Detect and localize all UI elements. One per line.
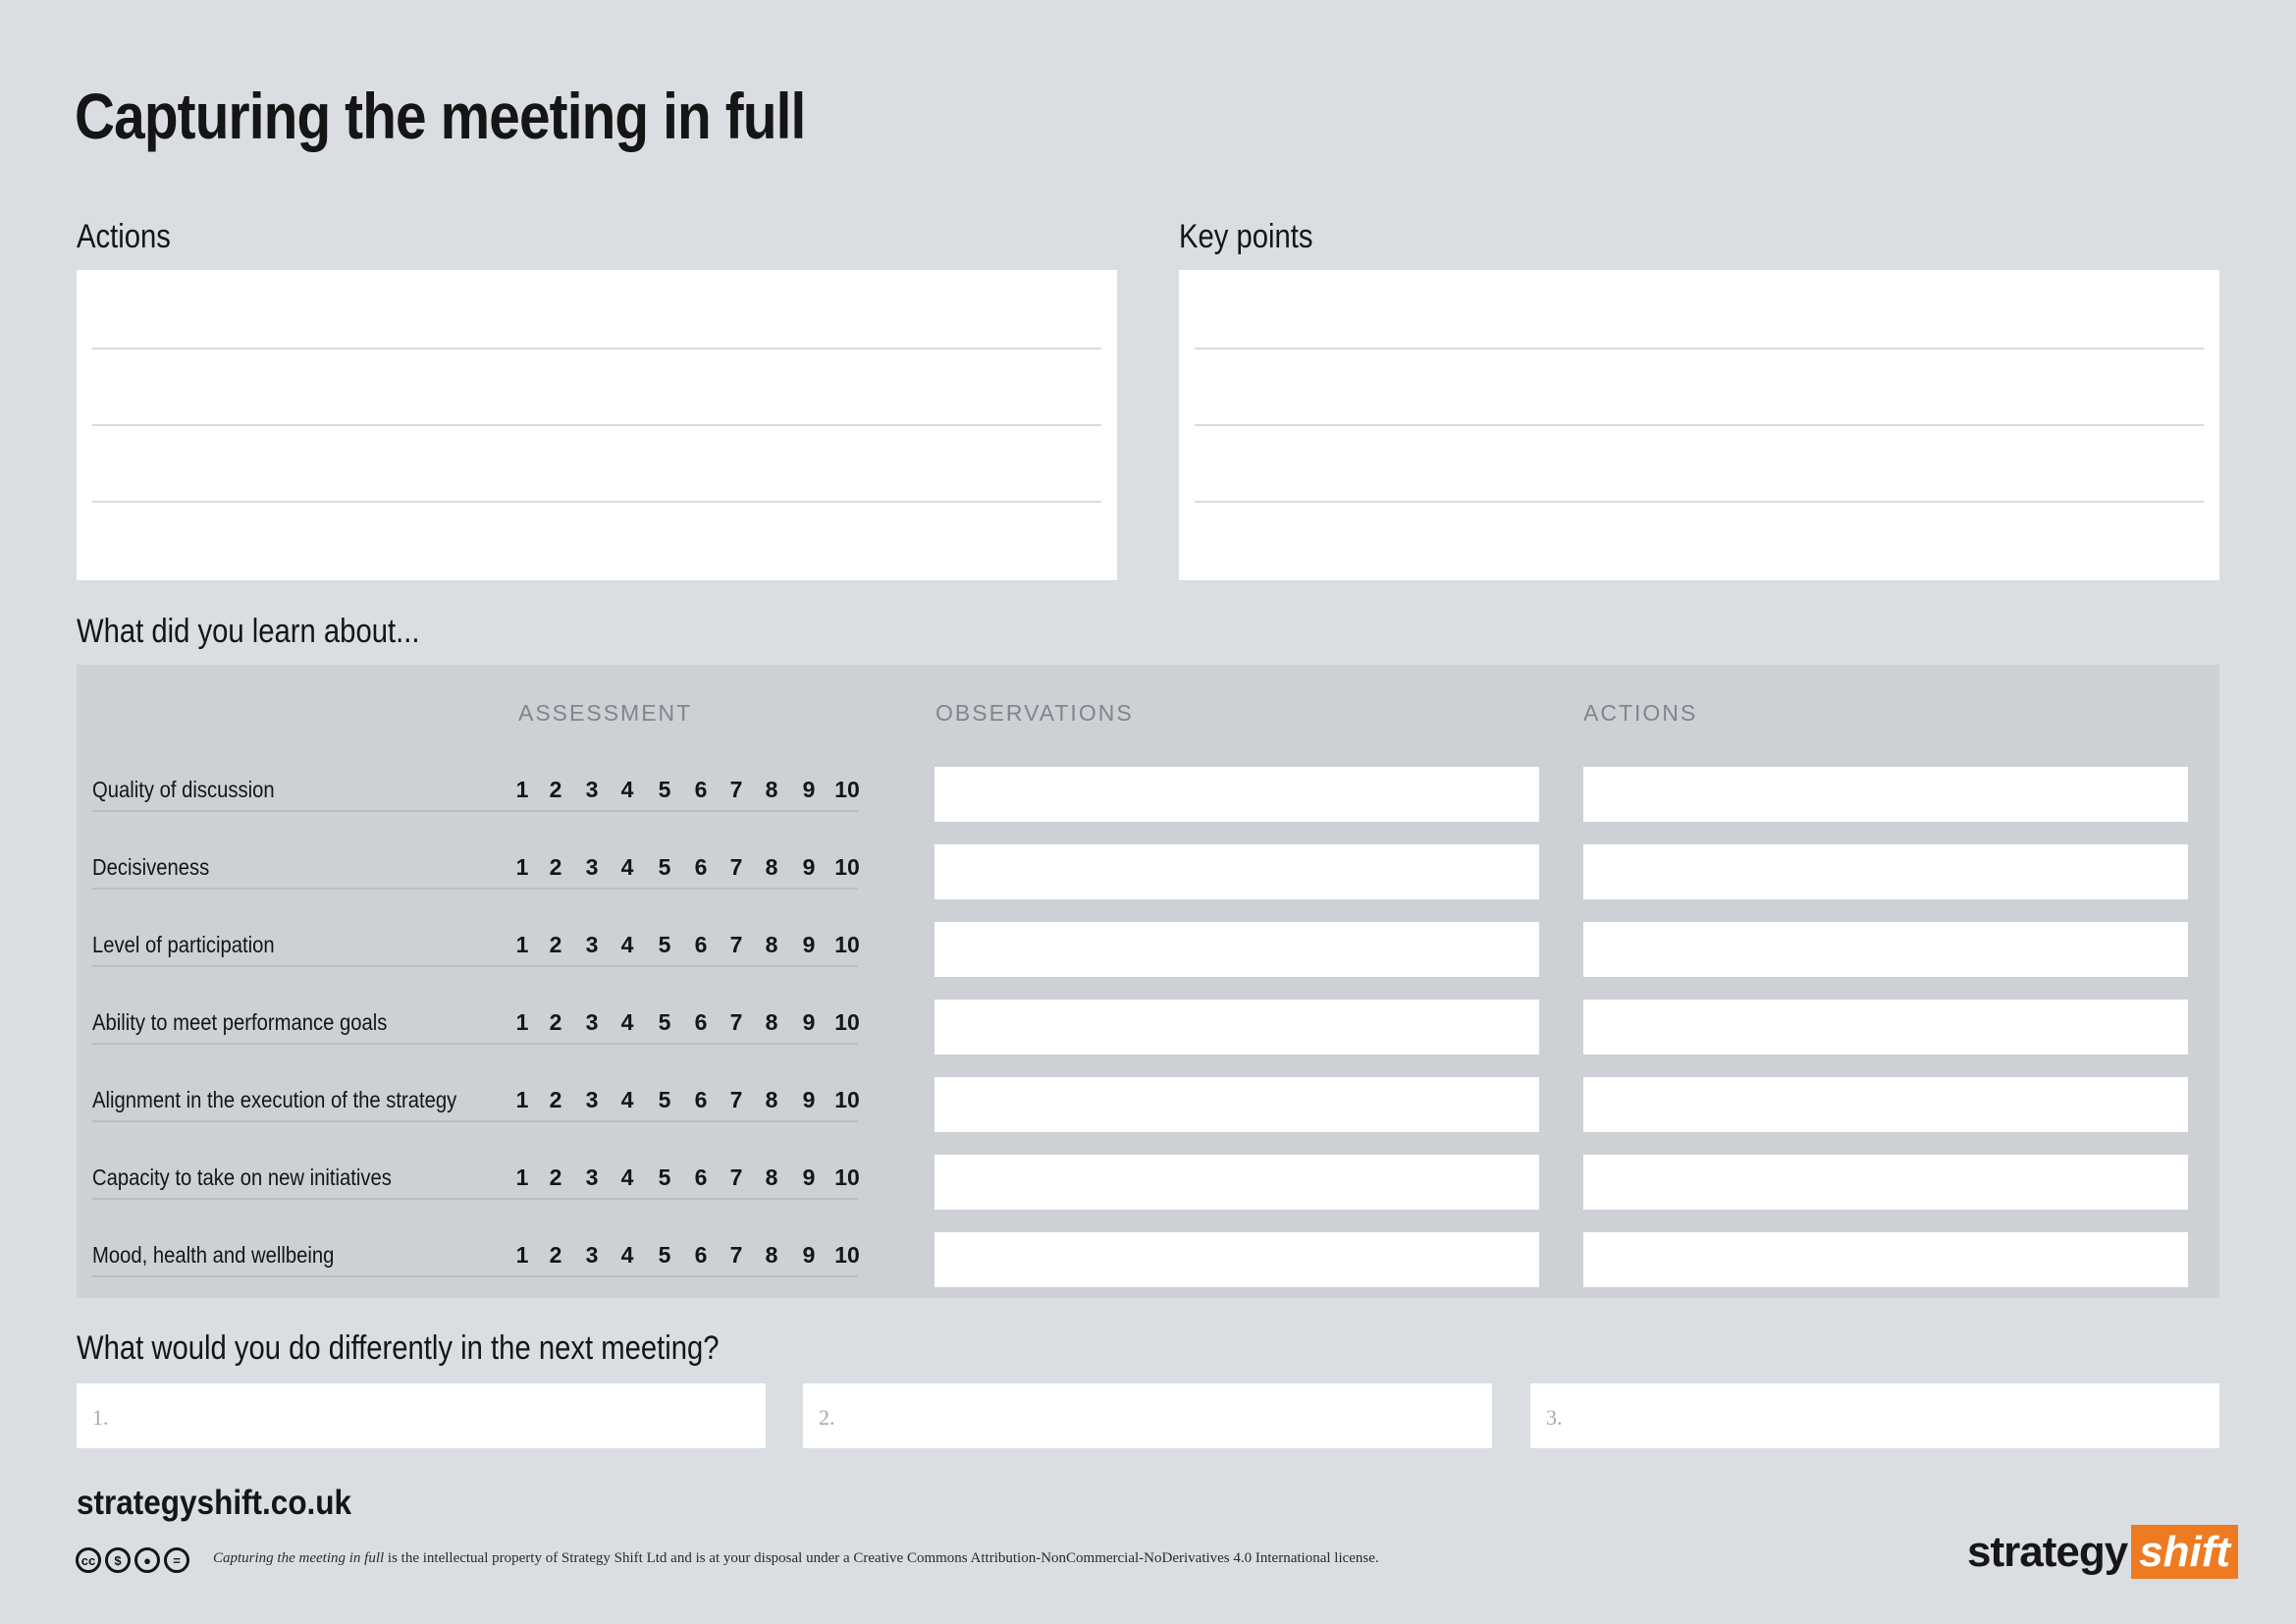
row-underline xyxy=(92,965,858,967)
scale-option[interactable]: 3 xyxy=(585,1009,599,1035)
scale-option[interactable]: 7 xyxy=(729,932,743,957)
key-points-heading: Key points xyxy=(1179,218,1313,255)
assessment-header: ASSESSMENT xyxy=(518,700,693,726)
row-underline xyxy=(92,1275,858,1277)
license-body: is the intellectual property of Strategy Shift Ltd and is at your disposal under a Creative Commons Attribution-NonCommercial-NoDerivatives 4.0 International license. xyxy=(384,1550,1379,1566)
strategy-shift-logo xyxy=(1967,1525,2238,1579)
scale-option[interactable]: 2 xyxy=(549,777,562,802)
scale-option[interactable]: 3 xyxy=(585,854,599,880)
scale-option[interactable]: 1 xyxy=(515,932,529,957)
differently-number: 2. xyxy=(819,1405,835,1430)
cc-icon: cc xyxy=(76,1547,101,1573)
scale-option[interactable]: 1 xyxy=(515,1164,529,1190)
scale-option[interactable]: 3 xyxy=(585,1087,599,1112)
scale-option[interactable]: 1 xyxy=(515,1087,529,1112)
scale-option[interactable]: 9 xyxy=(802,932,816,957)
non-commercial-icon: $ xyxy=(105,1547,131,1573)
observations-field[interactable] xyxy=(934,1232,1539,1287)
scale-option[interactable]: 7 xyxy=(729,1242,743,1268)
scale-option[interactable]: 1 xyxy=(515,777,529,802)
row-label: Ability to meet performance goals xyxy=(92,1009,388,1035)
scale-option[interactable]: 5 xyxy=(658,1087,671,1112)
attribution-icon: ● xyxy=(134,1547,160,1573)
scale-option[interactable]: 2 xyxy=(549,1164,562,1190)
scale-option[interactable]: 2 xyxy=(549,1009,562,1035)
row-label: Capacity to take on new initiatives xyxy=(92,1164,392,1190)
actions-field[interactable] xyxy=(1583,922,2188,977)
observations-field[interactable] xyxy=(934,1000,1539,1055)
logo-strategy-text: strategy xyxy=(1967,1527,2128,1576)
scale-option[interactable]: 7 xyxy=(729,1087,743,1112)
observations-field[interactable] xyxy=(934,922,1539,977)
scale-option[interactable]: 10 xyxy=(834,1087,860,1112)
license-text xyxy=(213,1550,1379,1567)
license-work-title: Capturing the meeting in full xyxy=(213,1550,385,1566)
scale-option[interactable]: 8 xyxy=(765,854,778,880)
scale-option[interactable]: 9 xyxy=(802,1009,816,1035)
scale-option[interactable]: 3 xyxy=(585,1242,599,1268)
scale-option[interactable]: 4 xyxy=(620,932,634,957)
scale-option[interactable]: 4 xyxy=(620,1164,634,1190)
scale-option[interactable]: 7 xyxy=(729,1009,743,1035)
row-label: Mood, health and wellbeing xyxy=(92,1242,335,1268)
scale-option[interactable]: 4 xyxy=(620,777,634,802)
website-link[interactable]: strategyshift.co.uk xyxy=(77,1484,352,1522)
assessment-table xyxy=(77,665,2219,1298)
page-title: Capturing the meeting in full xyxy=(75,80,806,152)
scale-option[interactable]: 5 xyxy=(658,1164,671,1190)
actions-field[interactable] xyxy=(1583,1232,2188,1287)
scale-option[interactable]: 5 xyxy=(658,1009,671,1035)
scale-option[interactable]: 4 xyxy=(620,1242,634,1268)
observations-field[interactable] xyxy=(934,844,1539,899)
observations-field[interactable] xyxy=(934,1077,1539,1132)
scale-option[interactable]: 5 xyxy=(658,932,671,957)
scale-option[interactable]: 9 xyxy=(802,1242,816,1268)
actions-heading: Actions xyxy=(77,218,171,255)
key-points-box[interactable] xyxy=(1179,270,2219,580)
scale-option[interactable]: 3 xyxy=(585,1164,599,1190)
row-label: Level of participation xyxy=(92,932,275,957)
logo-shift-text: shift xyxy=(2131,1525,2238,1579)
scale-option[interactable]: 8 xyxy=(765,1242,778,1268)
scale-option[interactable]: 6 xyxy=(694,1164,708,1190)
scale-option[interactable]: 10 xyxy=(834,932,860,957)
row-label: Quality of discussion xyxy=(92,777,275,802)
row-label: Alignment in the execution of the strategy xyxy=(92,1087,457,1112)
scale-option[interactable]: 1 xyxy=(515,1242,529,1268)
scale-option[interactable]: 2 xyxy=(549,1242,562,1268)
scale-option[interactable]: 7 xyxy=(729,777,743,802)
differently-field-2[interactable] xyxy=(803,1383,1492,1448)
row-underline xyxy=(92,1198,858,1200)
differently-number: 3. xyxy=(1546,1405,1563,1430)
scale-option[interactable]: 4 xyxy=(620,854,634,880)
actions-field[interactable] xyxy=(1583,1077,2188,1132)
scale-option[interactable]: 1 xyxy=(515,854,529,880)
scale-option[interactable]: 5 xyxy=(658,1242,671,1268)
differently-field-3[interactable] xyxy=(1530,1383,2219,1448)
scale-option[interactable]: 7 xyxy=(729,854,743,880)
scale-option[interactable]: 10 xyxy=(834,777,860,802)
scale-option[interactable]: 9 xyxy=(802,1087,816,1112)
scale-option[interactable]: 6 xyxy=(694,854,708,880)
scale-option[interactable]: 4 xyxy=(620,1009,634,1035)
scale-option[interactable]: 8 xyxy=(765,777,778,802)
scale-option[interactable]: 10 xyxy=(834,1009,860,1035)
scale-option[interactable]: 10 xyxy=(834,1164,860,1190)
scale-option[interactable]: 6 xyxy=(694,1242,708,1268)
actions-field[interactable] xyxy=(1583,767,2188,822)
scale-option[interactable]: 8 xyxy=(765,1164,778,1190)
differently-heading: What would you do differently in the next meeting? xyxy=(77,1329,720,1367)
row-underline xyxy=(92,1043,858,1045)
scale-option[interactable]: 6 xyxy=(694,1087,708,1112)
observations-header: OBSERVATIONS xyxy=(935,700,1134,726)
observations-field[interactable] xyxy=(934,767,1539,822)
scale-option[interactable]: 10 xyxy=(834,1242,860,1268)
row-underline xyxy=(92,888,858,890)
scale-option[interactable]: 6 xyxy=(694,932,708,957)
scale-option[interactable]: 9 xyxy=(802,854,816,880)
scale-option[interactable]: 10 xyxy=(834,854,860,880)
row-label: Decisiveness xyxy=(92,854,210,880)
scale-option[interactable]: 4 xyxy=(620,1087,634,1112)
actions-field[interactable] xyxy=(1583,844,2188,899)
observations-field[interactable] xyxy=(934,1155,1539,1210)
row-underline xyxy=(92,810,858,812)
scale-option[interactable]: 5 xyxy=(658,777,671,802)
actions-field[interactable] xyxy=(1583,1155,2188,1210)
scale-option[interactable]: 6 xyxy=(694,1009,708,1035)
actions-header: ACTIONS xyxy=(1583,700,1698,726)
scale-option[interactable]: 7 xyxy=(729,1164,743,1190)
row-underline xyxy=(92,1120,858,1122)
actions-box[interactable] xyxy=(77,270,1117,580)
learn-heading: What did you learn about... xyxy=(77,613,420,650)
scale-option[interactable]: 1 xyxy=(515,1009,529,1035)
scale-option[interactable]: 3 xyxy=(585,932,599,957)
scale-option[interactable]: 8 xyxy=(765,1009,778,1035)
scale-option[interactable]: 2 xyxy=(549,854,562,880)
no-derivatives-icon: = xyxy=(164,1547,189,1573)
scale-option[interactable]: 3 xyxy=(585,777,599,802)
differently-field-1[interactable] xyxy=(77,1383,766,1448)
scale-option[interactable]: 8 xyxy=(765,1087,778,1112)
scale-option[interactable]: 6 xyxy=(694,777,708,802)
scale-option[interactable]: 9 xyxy=(802,777,816,802)
scale-option[interactable]: 2 xyxy=(549,1087,562,1112)
scale-option[interactable]: 9 xyxy=(802,1164,816,1190)
scale-option[interactable]: 5 xyxy=(658,854,671,880)
actions-field[interactable] xyxy=(1583,1000,2188,1055)
scale-option[interactable]: 2 xyxy=(549,932,562,957)
differently-number: 1. xyxy=(92,1405,109,1430)
cc-license-icons xyxy=(76,1547,189,1573)
scale-option[interactable]: 8 xyxy=(765,932,778,957)
